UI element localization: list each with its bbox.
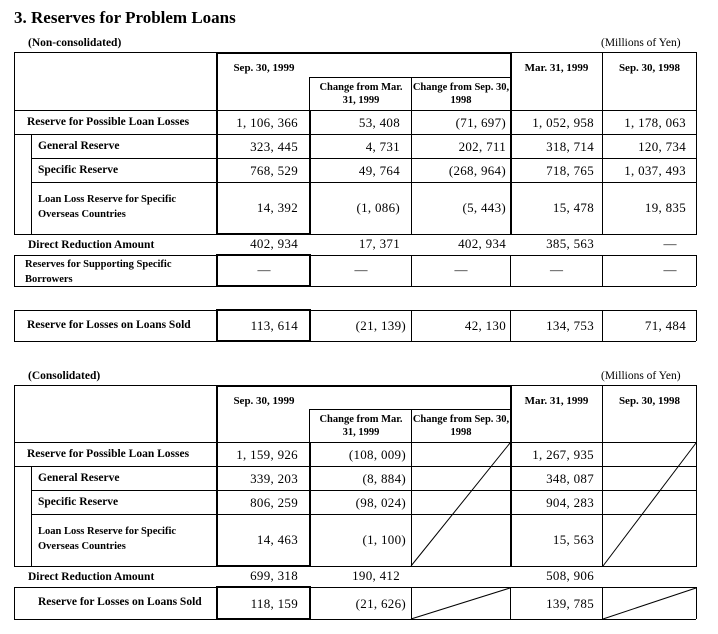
cell-value: 1, 178, 063: [624, 115, 686, 130]
cell-value: 699, 318: [250, 568, 298, 583]
header-sep1999: Sep. 30, 1999: [233, 62, 295, 74]
cell-value: 71, 484: [644, 318, 686, 333]
row-label: Reserve for Possible Loan Losses: [27, 116, 190, 128]
header-change-sep: Change from Sep. 30, 1998: [412, 414, 510, 438]
header-sep1998: Sep. 30, 1998: [618, 62, 681, 74]
cell-value: 202, 711: [458, 139, 506, 154]
header-mar1999: Mar. 31, 1999: [524, 395, 589, 407]
cell-value: 49, 764: [358, 163, 400, 178]
cell-value: 318, 714: [546, 139, 594, 154]
header-sep1999: Sep. 30, 1999: [233, 395, 295, 407]
cell-value: 323, 445: [250, 139, 298, 154]
header-mar1999: Mar. 31, 1999: [524, 62, 589, 74]
cell-value: —: [257, 262, 271, 277]
cell-value: 339, 203: [250, 471, 298, 486]
cell-value: 15, 563: [552, 532, 594, 547]
cell-value: 768, 529: [250, 163, 298, 178]
cell-value: 53, 408: [358, 115, 400, 130]
consolidated-label: (Consolidated): [28, 370, 101, 382]
row-label: Reserves for Supporting Specific Borrowers: [25, 259, 172, 285]
cell-value: 134, 753: [546, 318, 594, 333]
row-label: Loan Loss Reserve for Specific Overseas Countries: [38, 526, 177, 552]
cell-value: 4, 731: [365, 139, 400, 154]
units-label: (Millions of Yen): [601, 37, 681, 49]
cell-value: —: [454, 262, 468, 277]
units-label: (Millions of Yen): [601, 370, 681, 382]
cell-value: 508, 906: [546, 568, 594, 583]
row-label: Direct Reduction Amount: [28, 571, 155, 583]
cell-value: —: [550, 262, 563, 277]
cell-value: —: [663, 262, 677, 277]
header-change-sep: Change from Sep. 30, 1998: [412, 82, 510, 106]
cell-value: 718, 765: [546, 163, 594, 178]
cell-value: —: [354, 262, 368, 277]
cell-value: 904, 283: [546, 495, 594, 510]
cell-value: 118, 159: [250, 596, 298, 611]
cell-value: 14, 463: [256, 532, 298, 547]
cell-value: (268, 964): [448, 163, 506, 178]
cell-value: 348, 087: [546, 471, 594, 486]
cell-value: 385, 563: [546, 236, 594, 251]
cell-value: 17, 371: [358, 236, 400, 251]
cell-value: 806, 259: [250, 495, 298, 510]
cell-value: 402, 934: [458, 236, 506, 251]
cell-value: 19, 835: [644, 200, 686, 215]
cell-value: 1, 037, 493: [624, 163, 686, 178]
row-label: Direct Reduction Amount: [28, 239, 155, 251]
cell-value: (8, 884): [362, 471, 406, 486]
cell-value: 42, 130: [464, 318, 506, 333]
cell-value: —: [663, 236, 677, 251]
cell-value: (1, 086): [356, 200, 400, 215]
cell-value: 139, 785: [546, 596, 594, 611]
nonconsolidated-label: (Non-consolidated): [28, 37, 122, 49]
cell-value: (71, 697): [455, 115, 506, 130]
row-label: Loan Loss Reserve for Specific Overseas Countries: [38, 194, 177, 220]
cell-value: 15, 478: [552, 200, 594, 215]
row-label: Specific Reserve: [38, 496, 119, 508]
cell-value: (1, 100): [362, 532, 406, 547]
row-label: General Reserve: [38, 140, 120, 152]
cell-value: 1, 106, 366: [236, 115, 298, 130]
header-change-mar: Change from Mar. 31, 1999: [319, 414, 403, 438]
cell-value: (21, 139): [355, 318, 406, 333]
cell-value: (108, 009): [348, 447, 406, 462]
header-sep1998: Sep. 30, 1998: [618, 395, 681, 407]
row-label: Specific Reserve: [38, 164, 119, 176]
cell-value: (21, 626): [355, 596, 406, 611]
cell-value: 113, 614: [250, 318, 298, 333]
row-label: General Reserve: [38, 472, 120, 484]
cell-value: 1, 159, 926: [236, 447, 298, 462]
row-label: Reserve for Possible Loan Losses: [27, 448, 190, 460]
cell-value: 120, 734: [638, 139, 686, 154]
header-change-mar: Change from Mar. 31, 1999: [319, 82, 403, 106]
cell-value: (5, 443): [462, 200, 506, 215]
row-label: Reserve for Losses on Loans Sold: [27, 319, 191, 331]
cell-value: 402, 934: [250, 236, 298, 251]
cell-value: 190, 412: [352, 568, 400, 583]
cell-value: 1, 052, 958: [532, 115, 594, 130]
row-label: Reserve for Losses on Loans Sold: [38, 596, 202, 608]
page-title: 3. Reserves for Problem Loans: [14, 8, 236, 27]
cell-value: (98, 024): [355, 495, 406, 510]
cell-value: 14, 392: [256, 200, 298, 215]
cell-value: 1, 267, 935: [532, 447, 594, 462]
